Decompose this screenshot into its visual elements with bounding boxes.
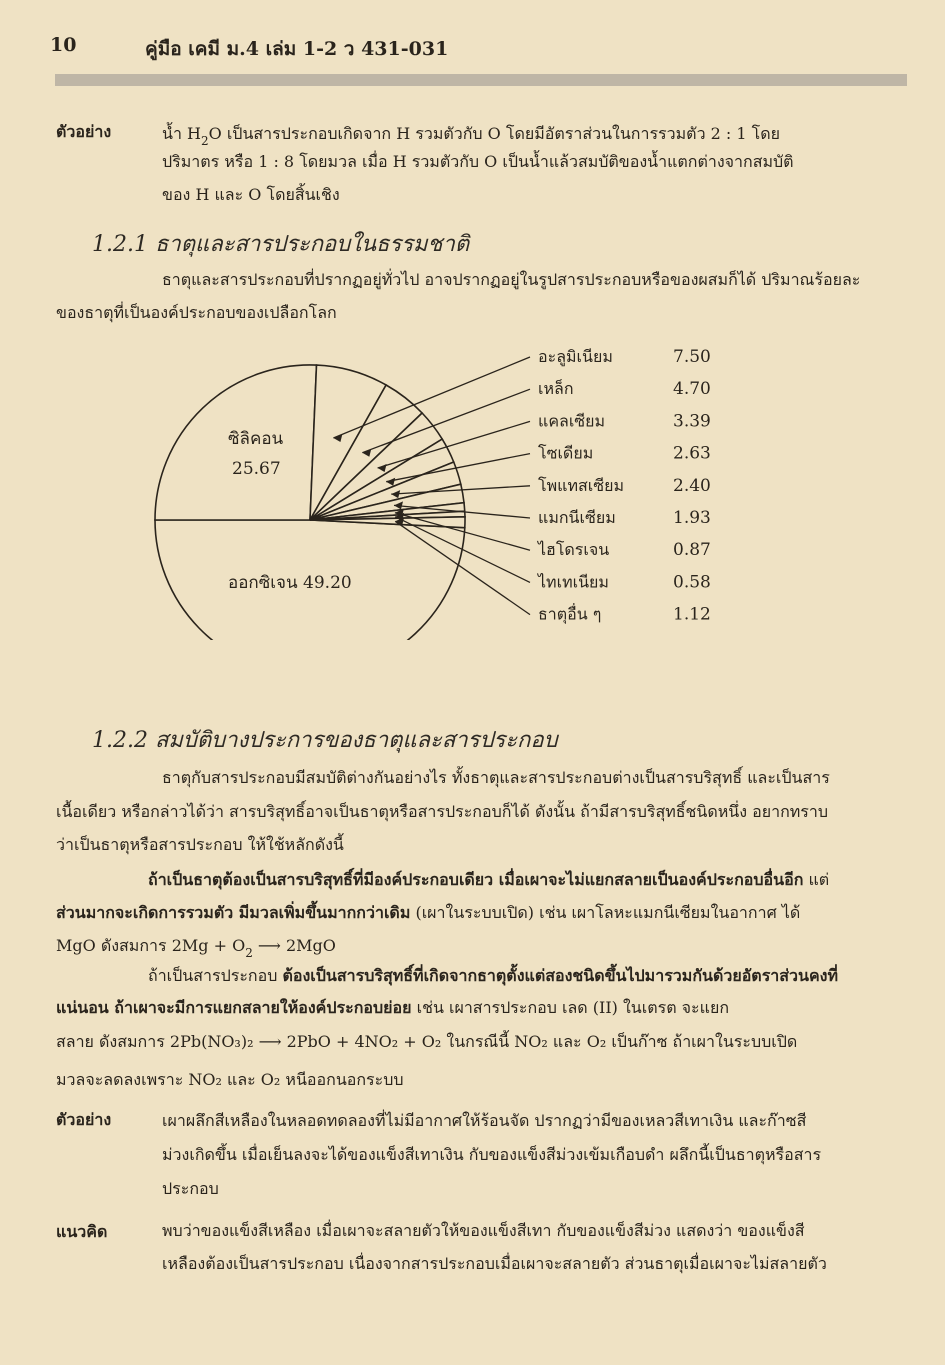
section2-p1-line-1: ธาตุกับสารประกอบมีสมบัติต่างกันอย่างไร ทั้งธาตุและสารประกอบต่างเป็นสารบริสุทธิ์ และเป็นสาร — [162, 768, 830, 787]
crust-composition-pie-chart — [140, 340, 740, 640]
legend-value-9: 0.58 — [673, 572, 711, 593]
compound-rule-bold: ต้องเป็นสารบริสุทธิ์ที่เกิดจากธาตุตั้งแต่สองชนิดขึ้นไปมารวมกันด้วยอัตราส่วนคงที่ — [282, 966, 839, 985]
section2-p3-line-2 — [56, 991, 906, 1024]
page-number: 10 — [50, 34, 77, 56]
legend-name-4: แคลเซียม — [538, 411, 606, 431]
example-text-b: O เป็นสารประกอบเกิดจาก H รวมตัวกับ O โดยมีอัตราส่วนในการรวมตัว 2 : 1 โดย — [208, 124, 781, 143]
legend-name-3: เหล็ก — [538, 379, 574, 399]
example-line-3: ของ H และ O โดยสิ้นเชิง — [162, 185, 340, 204]
example2-line-1: เผาผลึกสีเหลืองในหลอดทดลองที่ไม่มีอากาศให้ร้อนจัด ปรากฏว่ามีของเหลวสีเทาเงิน และก๊าซสี — [162, 1111, 807, 1130]
section2-p1-line-3: ว่าเป็นธาตุหรือสารประกอบ ให้ใช้หลักดังนี้ — [56, 835, 344, 854]
element-rule-tail-2: (เผาในระบบเปิด) เช่น เผาโลหะแมกนีเซียมในอากาศ ได้ — [410, 903, 801, 922]
example2-line-2: ม่วงเกิดขึ้น เมื่อเย็นลงจะได้ของแข็งสีเทาเงิน กับของแข็งสีม่วงเข้มเกือบดำ ผลึกนี้เป็นธาตุหรือสาร — [162, 1145, 822, 1164]
legend-value-4: 3.39 — [673, 411, 711, 432]
compound-rule-bold-2: แน่นอน ถ้าเผาจะมีการแยกสลายให้องค์ประกอบย่อย — [56, 998, 412, 1017]
concept-line-2: เหลืองต้องเป็นสารประกอบ เนื่องจากสารประกอบเมื่อเผาจะสลายตัว ส่วนธาตุเมื่อเผาจะไม่สลายตัว — [162, 1254, 827, 1273]
legend-name-8: ไฮโดรเจน — [538, 540, 610, 560]
compound-rule-tail: เช่น เผาสารประกอบ เลด (II) ในเตรต จะแยก — [411, 998, 730, 1017]
mg-equation-a: MgO ดังสมการ 2Mg + O — [56, 936, 246, 955]
silicon-label: ซิลิคอน — [228, 429, 284, 449]
mg-equation-b: ⟶ 2MgO — [252, 936, 336, 955]
section2-p2-line-2 — [56, 896, 906, 929]
section-heading-1-2-1: 1.2.1 ธาตุและสารประกอบในธรรมชาติ — [92, 232, 470, 257]
header-rule — [55, 74, 907, 86]
example2-line-3: ประกอบ — [162, 1179, 219, 1198]
legend-name-5: โซเดียม — [538, 443, 594, 463]
concept-line-1: พบว่าของแข็งสีเหลือง เมื่อเผาจะสลายตัวให้ของแข็งสีเทา กับของแข็งสีม่วง แสดงว่า ของแข็งสี — [162, 1221, 805, 1240]
legend-name-2: อะลูมิเนียม — [538, 347, 613, 366]
running-header-title: คู่มือ เคมี ม.4 เล่ม 1-2 ว 431-031 — [145, 38, 449, 60]
example-line-2: ปริมาตร หรือ 1 : 8 โดยมวล เมื่อ H รวมตัวกับ O เป็นน้ำแล้วสมบัติของน้ำแตกต่างจากสมบัติ — [162, 152, 794, 171]
example2-label: ตัวอย่าง — [56, 1110, 112, 1129]
legend-value-10: 1.12 — [673, 604, 711, 625]
element-rule-bold: ถ้าเป็นธาตุต้องเป็นสารบริสุทธิ์ที่มีองค์ประกอบเดียว เมื่อเผาจะไม่แยกสลายเป็นองค์ประกอบอื่นอีก — [148, 870, 804, 889]
subscript: 2 — [245, 946, 253, 960]
legend-value-6: 2.40 — [673, 475, 711, 496]
element-rule-tail: แต่ — [803, 870, 830, 889]
section2-p1-line-2: เนื้อเดียว หรือกล่าวได้ว่า สารบริสุทธิ์อาจเป็นธาตุหรือสารประกอบก็ได้ ดังนั้น ถ้ามีสารบริสุทธิ์ชนิดหนึ่ง อยากทราบ — [56, 802, 829, 821]
section1-line-2: ของธาตุที่เป็นองค์ประกอบของเปลือกโลก — [56, 303, 337, 322]
legend-value-2: 7.50 — [673, 347, 711, 367]
compound-rule-lead: ถ้าเป็นสารประกอบ — [148, 966, 283, 985]
legend-value-8: 0.87 — [673, 540, 711, 561]
legend-name-7: แมกนีเซียม — [538, 508, 616, 527]
section-heading-1-2-2: 1.2.2 สมบัติบางประการของธาตุและสารประกอบ — [92, 728, 558, 753]
example-text-a: น้ำ H — [162, 124, 201, 143]
legend-name-6: โพแทสเซียม — [538, 475, 625, 495]
concept-label: แนวคิด — [56, 1222, 108, 1241]
silicon-value: 25.67 — [232, 459, 281, 479]
section1-line-1: ธาตุและสารประกอบที่ปรากฏอยู่ทั่วไป อาจปรากฏอยู่ในรูปสารประกอบหรือของผสมก็ได้ ปริมาณร้อยละ — [162, 270, 861, 289]
example-label: ตัวอย่าง — [56, 122, 112, 141]
element-rule-bold-2: ส่วนมากจะเกิดการรวมตัว มีมวลเพิ่มขึ้นมากกว่าเดิม — [56, 903, 411, 922]
legend-name-10: ธาตุอื่น ๆ — [538, 604, 602, 624]
section2-p2-line-1 — [148, 863, 908, 896]
legend-value-5: 2.63 — [673, 443, 711, 464]
section2-p3-line-1 — [148, 959, 908, 992]
legend-value-7: 1.93 — [673, 508, 711, 528]
legend-value-3: 4.70 — [673, 379, 711, 400]
legend-name-9: ไทเทเนียม — [538, 572, 609, 592]
section2-p3-line-4: มวลจะลดลงเพราะ NO₂ และ O₂ หนีออกนอกระบบ — [56, 1070, 404, 1089]
pb-equation-line: สลาย ดังสมการ 2Pb(NO₃)₂ ⟶ 2PbO + 4NO₂ + O₂ ในกรณีนี้ NO₂ และ O₂ เป็นก๊าซ ถ้าเผาในระบบเปิด — [56, 1032, 798, 1051]
oxygen-label: ออกซิเจน 49.20 — [228, 573, 352, 593]
subscript: 2 — [200, 134, 209, 148]
